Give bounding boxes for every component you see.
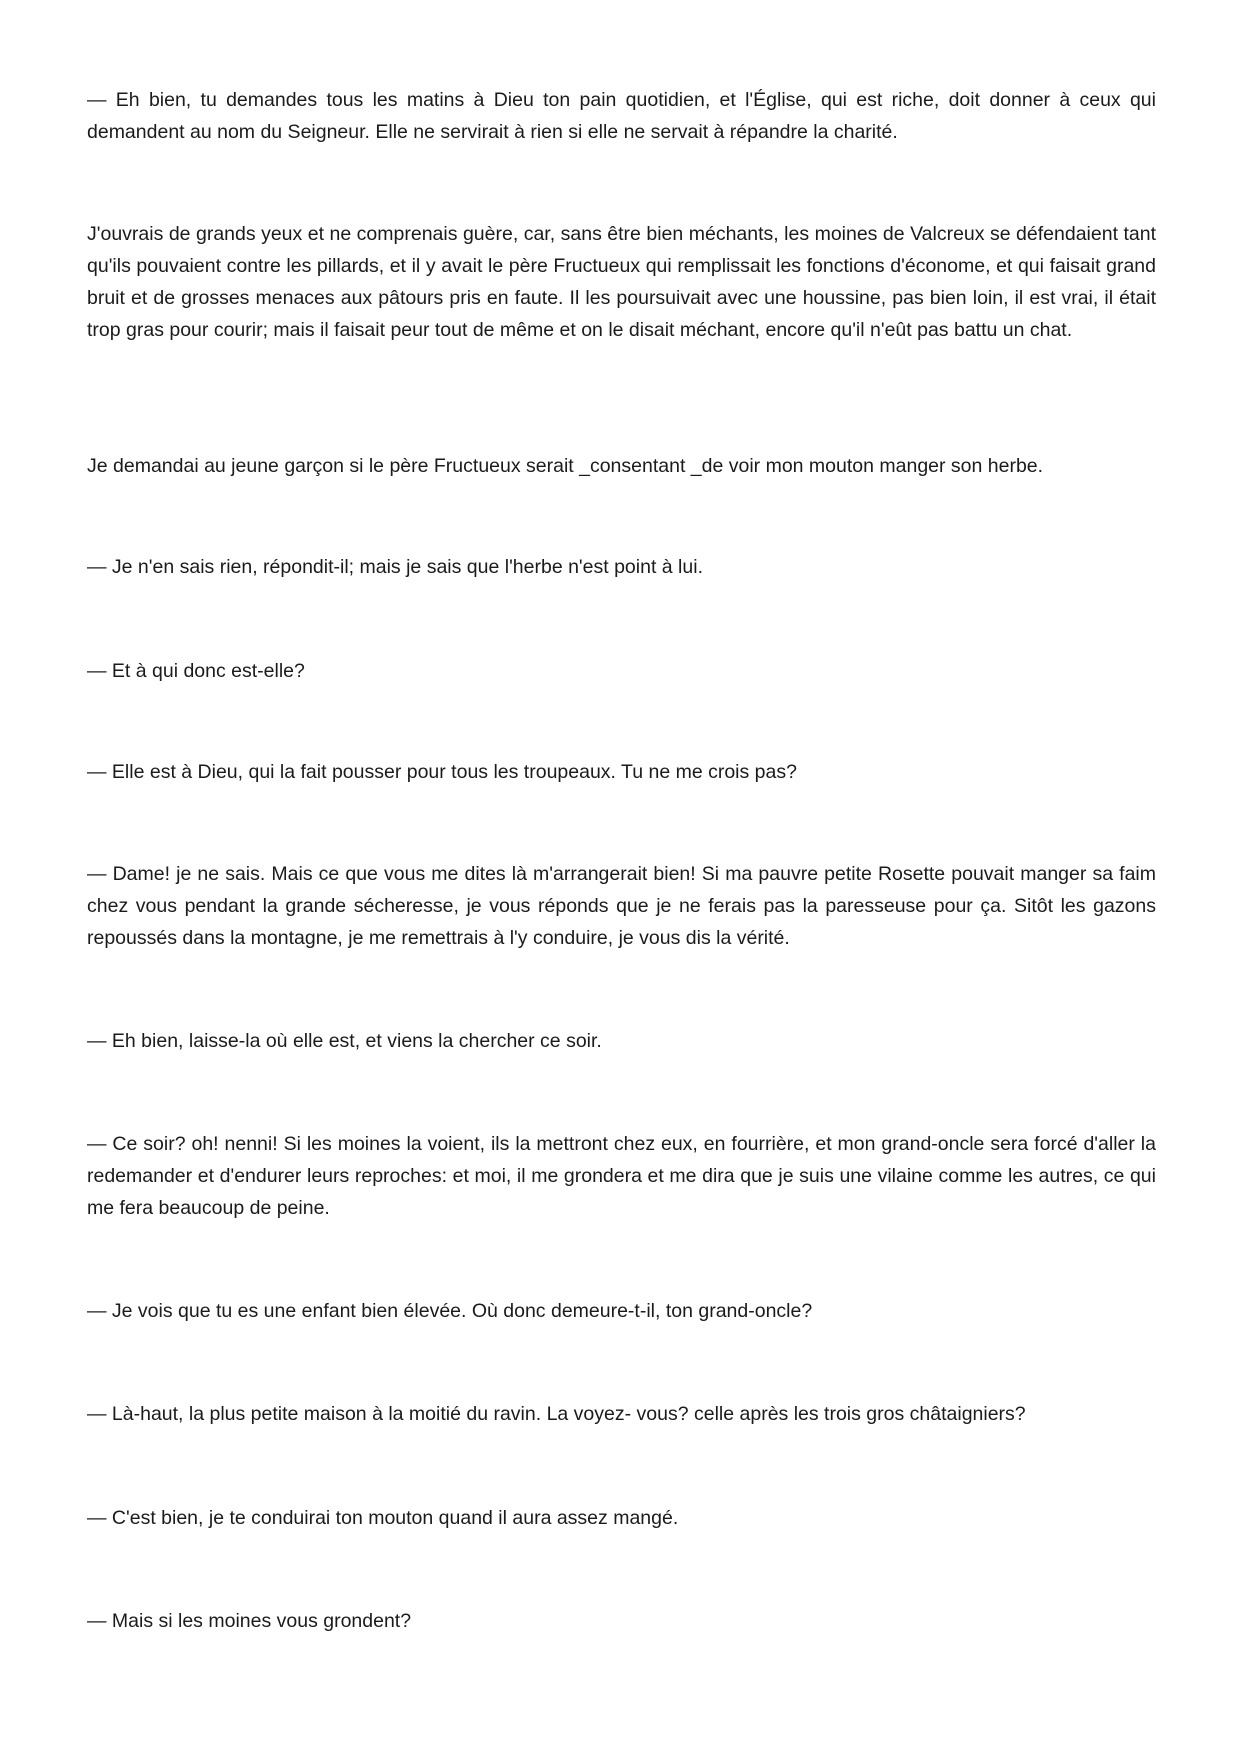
paragraph-mais-si-les-moines: — Mais si les moines vous grondent? (87, 1610, 412, 1632)
paragraph-pere-fructueux-consentant: Je demandai au jeune garçon si le père Fructueux serait _consentant _de voir mon mouton manger son herbe. (87, 455, 1044, 477)
paragraph-ce-soir-oh-nenni: — Ce soir? oh! nenni! Si les moines la voient, ils la mettront chez eux, en fourrière, et mon grand-oncle sera forcé d'aller la redemander et d'endurer leurs reproches: et moi, il me grondera et me dira que je suis une vilaine comme les autres, ce qui me fera beaucoup de peine. (87, 1133, 1156, 1219)
paragraph-la-haut-petite-maison: — Là-haut, la plus petite maison à la moitié du ravin. La voyez- vous? celle après les trois gros châtaigniers? (87, 1403, 1026, 1425)
paragraph-dame-je-ne-sais: — Dame! je ne sais. Mais ce que vous me dites là m'arrangerait bien! Si ma pauvre petite Rosette pouvait manger sa faim chez vous pendant la grande sécheresse, je vous réponds que je ne ferais pas la paresseuse pour ça. Sitôt les gazons repoussés dans la montagne, je me remettrais à l'y conduire, je vous dis la vérité. (87, 863, 1156, 949)
paragraph-moines-de-valcreux: J'ouvrais de grands yeux et ne comprenais guère, car, sans être bien méchants, les moines de Valcreux se défendaient tant qu'ils pouvaient contre les pillards, et il y avait le père Fructueux qui remplissait les fonctions d'économe, et qui faisait grand bruit et de grosses menaces aux pâtours pris en faute. Il les poursuivait avec une houssine, pas bien loin, il est vrai, il était trop gras pour courir; mais il faisait peur tout de même et on le disait méchant, encore qu'il n'eût pas battu un chat. (87, 223, 1156, 341)
paragraph-c-est-bien-mouton: — C'est bien, je te conduirai ton mouton quand il aura assez mangé. (87, 1507, 679, 1529)
paragraph-et-a-qui-donc: — Et à qui donc est-elle? (87, 660, 305, 682)
paragraph-laisse-la-ou-elle-est: — Eh bien, laisse-la où elle est, et viens la chercher ce soir. (87, 1030, 602, 1052)
paragraph-enfant-bien-elevee: — Je vois que tu es une enfant bien élevée. Où donc demeure-t-il, ton grand-oncle? (87, 1300, 813, 1322)
paragraph-elle-est-a-dieu: — Elle est à Dieu, qui la fait pousser pour tous les troupeaux. Tu ne me crois pas? (87, 761, 797, 783)
paragraph-eh-bien-pain-quotidien: — Eh bien, tu demandes tous les matins à Dieu ton pain quotidien, et l'Église, qui est riche, doit donner à ceux qui demandent au nom du Seigneur. Elle ne servirait à rien si elle ne servait à répandre la charité. (87, 89, 1156, 143)
paragraph-je-n-en-sais-rien: — Je n'en sais rien, répondit-il; mais je sais que l'herbe n'est point à lui. (87, 556, 703, 578)
